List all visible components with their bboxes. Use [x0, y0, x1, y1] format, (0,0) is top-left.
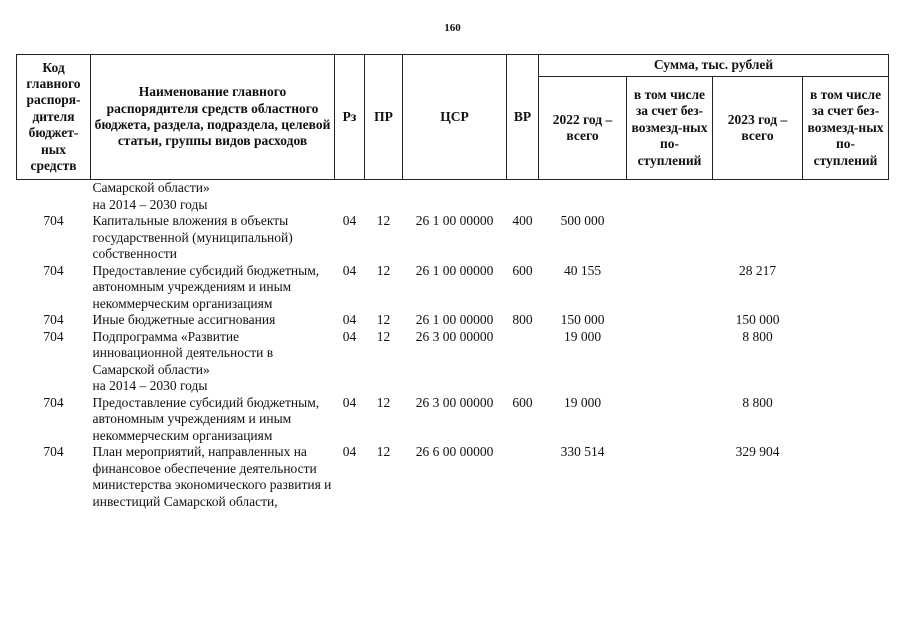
cell-name: Самарской области» на 2014 – 2030 годы: [92, 180, 210, 212]
cell-csr: 26 1 00 00000: [415, 213, 494, 228]
cell-pr: 12: [376, 262, 391, 278]
cell-pr: 12: [376, 394, 391, 410]
cell-pr: 12: [376, 213, 391, 228]
table-row: [17, 395, 889, 445]
cell-2023-total: 8 800: [742, 394, 773, 410]
cell-2022-total: 19 000: [563, 328, 602, 344]
table-header: [17, 55, 889, 180]
cell-2022-total: 500 000: [560, 213, 605, 228]
header-2023-total: 2023 год – всего: [713, 77, 803, 180]
cell-rz: 04: [342, 394, 357, 410]
cell-vr: [507, 444, 539, 510]
cell-rz: 04: [342, 262, 357, 278]
cell-code: 704: [43, 312, 64, 327]
cell-2023-total: 8 800: [742, 328, 773, 344]
page-number: 160: [444, 22, 461, 34]
cell-vr: [507, 180, 539, 214]
cell-vr: 600: [512, 394, 533, 410]
header-2023-free: в том числе за счет без-возмезд-ных по-ступлений: [803, 77, 889, 180]
cell-vr: [507, 329, 539, 395]
cell-csr: [403, 180, 507, 214]
cell-code: 704: [43, 444, 64, 459]
table-row: [17, 263, 889, 313]
cell-code: 704: [43, 213, 64, 228]
cell-name: Подпрограмма «Развитие инновационной деятельности в Самарской области» на 2014 – 2030 годы: [92, 328, 274, 393]
header-2022-free: в том числе за счет без-возмезд-ных по-ступлений: [627, 77, 713, 180]
cell-rz: [335, 180, 365, 214]
cell-pr: [365, 180, 403, 214]
cell-rz: 04: [342, 444, 357, 459]
cell-2022-total: 150 000: [560, 312, 605, 327]
cell-2023-free: [803, 395, 889, 445]
cell-2023-free: [803, 329, 889, 395]
cell-vr: 400: [512, 213, 533, 228]
cell-2023-total: 150 000: [735, 312, 780, 327]
cell-2022-free: [627, 395, 713, 445]
cell-name: Предоставление субсидий бюджетным, автономным учреждениям и иным некоммерческим организациям: [92, 262, 320, 311]
cell-csr: 26 1 00 00000: [415, 262, 494, 278]
budget-table: [16, 54, 889, 510]
cell-2022-free: [627, 213, 713, 263]
cell-pr: 12: [376, 328, 391, 344]
cell-2022-free: [627, 263, 713, 313]
cell-2022-free: [627, 312, 713, 329]
cell-2022-free: [627, 444, 713, 510]
cell-2022-free: [627, 180, 713, 214]
table-row: [17, 444, 889, 510]
table-row: [17, 312, 889, 329]
cell-2023-total: [713, 180, 803, 214]
cell-name: Капитальные вложения в объекты государственной (муниципальной) собственности: [92, 213, 293, 261]
cell-code: [17, 180, 91, 214]
header-2022-total: 2022 год – всего: [539, 77, 627, 180]
cell-2022-total: 40 155: [563, 262, 602, 278]
cell-csr: 26 3 00 00000: [415, 394, 494, 410]
cell-rz: 04: [342, 328, 357, 344]
cell-vr: 600: [512, 262, 533, 278]
cell-code: 704: [43, 394, 64, 410]
cell-2022-total: 19 000: [563, 394, 602, 410]
table-row: [17, 213, 889, 263]
cell-code: 704: [43, 328, 64, 344]
cell-2023-free: [803, 180, 889, 214]
header-sum: Сумма, тыс. рублей: [539, 55, 889, 77]
cell-2023-total: 28 217: [738, 262, 777, 278]
cell-name: Иные бюджетные ассигнования: [92, 312, 276, 327]
cell-csr: 26 1 00 00000: [415, 312, 494, 327]
header-pr: ПР: [365, 55, 403, 180]
table-row: [17, 329, 889, 395]
header-name: Наименование главного распорядителя средств областного бюджета, раздела, подраздела, целевой статьи, группы видов расходов: [91, 55, 335, 180]
cell-pr: 12: [376, 444, 391, 459]
cell-name: Предоставление субсидий бюджетным, автономным учреждениям и иным некоммерческим организациям: [92, 394, 320, 443]
cell-rz: 04: [342, 213, 357, 228]
cell-2023-free: [803, 263, 889, 313]
cell-2023-free: [803, 213, 889, 263]
header-csr: ЦСР: [403, 55, 507, 180]
table-body: [17, 180, 889, 511]
cell-2023-free: [803, 312, 889, 329]
cell-rz: 04: [342, 312, 357, 327]
header-rz: Рз: [335, 55, 365, 180]
cell-csr: 26 6 00 00000: [415, 444, 494, 459]
table-row: [17, 180, 889, 214]
header-vr: ВР: [507, 55, 539, 180]
cell-2023-total: [713, 213, 803, 263]
cell-2022-total: [539, 180, 627, 214]
cell-pr: 12: [376, 312, 391, 327]
cell-2023-free: [803, 444, 889, 510]
cell-2022-free: [627, 329, 713, 395]
cell-2023-total: 329 904: [735, 444, 780, 459]
cell-vr: 800: [512, 312, 533, 327]
cell-name: План мероприятий, направленных на финансовое обеспечение деятельности министерства экономического развития и инвестиций Самарской области,: [92, 444, 332, 509]
cell-code: 704: [43, 262, 64, 278]
cell-2022-total: 330 514: [560, 444, 605, 459]
header-code: Код главного распоря-дителя бюджет-ных средств: [17, 55, 91, 180]
cell-csr: 26 3 00 00000: [415, 328, 494, 344]
